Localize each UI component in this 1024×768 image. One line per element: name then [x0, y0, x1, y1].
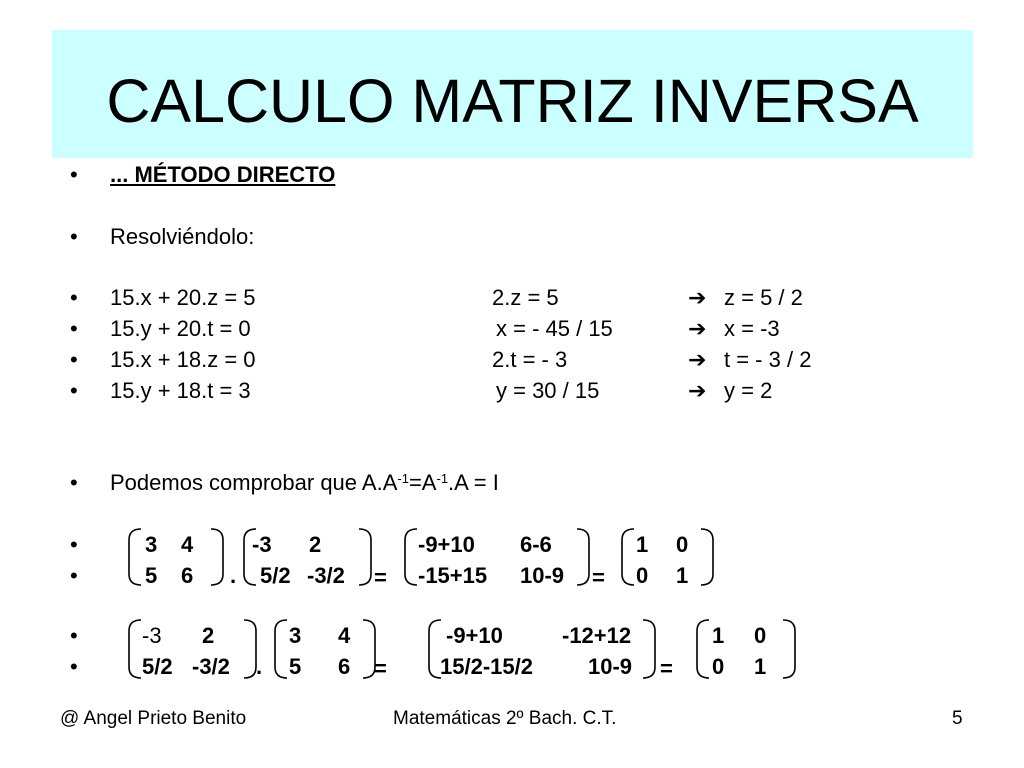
method-heading: ... MÉTODO DIRECTO	[110, 162, 336, 187]
title-banner	[52, 30, 973, 158]
equation-result: x = -3	[724, 316, 780, 341]
matrix-cell: 3	[289, 623, 302, 648]
equals-sign: =	[374, 565, 387, 590]
equals-sign: =	[374, 656, 387, 681]
arrow-icon: ➔	[688, 285, 707, 310]
matrix-cell: 1	[712, 623, 725, 648]
left-bracket	[274, 619, 288, 679]
right-bracket	[243, 619, 257, 679]
equation-middle: y = 30 / 15	[496, 378, 600, 403]
matrix-cell: 1	[754, 654, 767, 679]
matrix-cell: 5/2	[260, 563, 291, 588]
left-bracket	[128, 619, 142, 679]
equation-left: 15.y + 20.t = 0	[110, 316, 251, 341]
arrow-icon: ➔	[688, 347, 707, 372]
right-bracket	[642, 619, 656, 679]
matrix-cell: 0	[754, 623, 767, 648]
right-bracket	[700, 528, 714, 586]
matrix-cell: 4	[181, 532, 194, 557]
matrix-cell: 0	[676, 532, 689, 557]
left-bracket	[621, 528, 635, 586]
bullet-marker: •	[70, 532, 78, 557]
multiply-operator: .	[230, 563, 237, 588]
right-bracket	[576, 528, 590, 586]
bullet-marker: •	[70, 378, 78, 403]
matrix-cell: -12+12	[562, 623, 632, 648]
arrow-icon: ➔	[688, 316, 707, 341]
bullet-marker: •	[70, 623, 78, 648]
multiply-operator: .	[256, 654, 263, 679]
equation-result: z = 5 / 2	[724, 285, 803, 310]
slide-title: CALCULO MATRIZ INVERSA	[106, 67, 919, 135]
footer-page-number: 5	[952, 708, 963, 729]
matrix-cell: 10-9	[588, 654, 633, 679]
right-bracket	[358, 528, 372, 586]
matrix-cell: 5	[289, 654, 302, 679]
bullet-marker: •	[70, 162, 78, 187]
matrix-cell: 2	[309, 532, 322, 557]
matrix-cell: -3/2	[307, 563, 345, 588]
matrix-cell: 3	[145, 532, 158, 557]
equation-middle: 2.z = 5	[492, 285, 559, 310]
matrix-cell: 1	[636, 532, 649, 557]
arrow-icon: ➔	[688, 378, 707, 403]
matrix-cell: 1	[676, 563, 689, 588]
footer-course: Matemáticas 2º Bach. C.T.	[393, 708, 617, 729]
matrix-cell: 10-9	[520, 563, 565, 588]
left-bracket	[404, 528, 418, 586]
right-bracket	[210, 528, 224, 586]
verification-text: Podemos comprobar que A.A	[110, 470, 398, 495]
bullet-marker: •	[70, 654, 78, 679]
matrix-cell: 4	[338, 623, 351, 648]
bullet-marker: •	[70, 285, 78, 310]
equals-sign: =	[660, 656, 673, 681]
matrix-cell: 0	[712, 654, 725, 679]
bullet-marker: •	[70, 347, 78, 372]
resolving-label: Resolviéndolo:	[110, 224, 255, 249]
equation-left: 15.y + 18.t = 3	[110, 378, 251, 403]
superscript: -1	[397, 471, 409, 486]
matrix-cell: -3	[252, 532, 272, 557]
equation-middle: 2.t = - 3	[492, 347, 568, 372]
matrix-cell: 6	[181, 563, 194, 588]
matrix-cell: 2	[202, 623, 215, 648]
matrix-cell: -9+10	[418, 532, 475, 557]
matrix-cell: 5/2	[142, 654, 173, 679]
superscript: -1	[436, 471, 449, 486]
matrix-cell: -3	[142, 623, 162, 648]
matrix-cell: -15+15	[418, 563, 488, 588]
bullet-marker: •	[70, 563, 78, 588]
bullet-marker: •	[70, 316, 78, 341]
verification-statement	[110, 470, 499, 496]
verification-text: =A	[408, 470, 437, 495]
equation-middle: x = - 45 / 15	[496, 316, 613, 341]
bullet-marker: •	[70, 224, 78, 249]
equation-left: 15.x + 18.z = 0	[110, 347, 256, 372]
equals-sign: =	[592, 565, 605, 590]
matrix-cell: 6-6	[520, 532, 552, 557]
matrix-cell: -9+10	[446, 623, 503, 648]
matrix-cell: 0	[636, 563, 649, 588]
equation-result: t = - 3 / 2	[724, 347, 812, 372]
left-bracket	[696, 619, 710, 679]
verification-text: .A = I	[448, 470, 499, 495]
equation-result: y = 2	[724, 378, 773, 403]
equation-left: 15.x + 20.z = 5	[110, 285, 256, 310]
left-bracket	[128, 528, 142, 586]
matrix-cell: 6	[338, 654, 351, 679]
footer-author: @ Angel Prieto Benito	[60, 708, 247, 729]
matrix-cell: -3/2	[192, 654, 230, 679]
matrix-cell: 5	[145, 563, 158, 588]
right-bracket	[782, 619, 796, 679]
bullet-marker: •	[70, 470, 78, 495]
matrix-cell: 15/2-15/2	[440, 654, 533, 679]
